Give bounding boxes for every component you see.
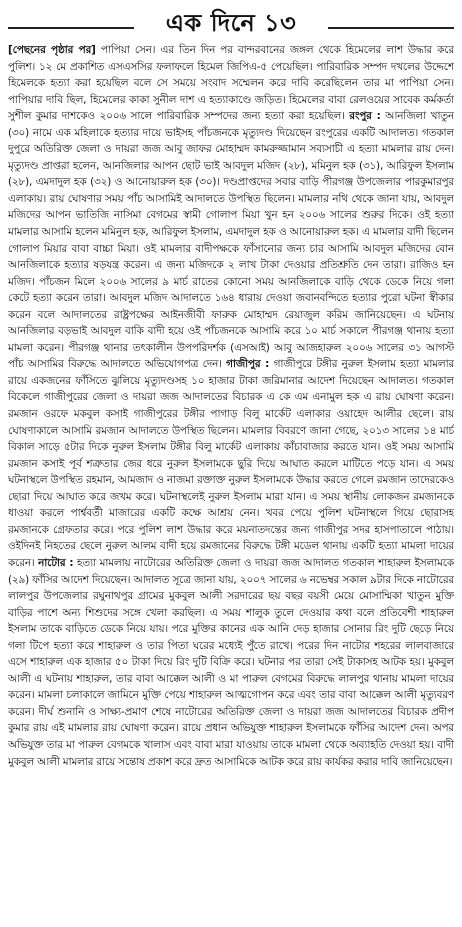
paragraph-intro: পাপিয়া সেন। এর তিন দিন পর বান্দরবানের জঙ্গল থেকে হিমেলের লাশ উদ্ধার করে পুলিশ। ১২ মে প্রকাশিত এসএসসির ফলাফলে হিমেল জিপিএ-৫ পেয়েছিল। পারিবারিক সম্পদ দখলের উদ্দেশে হিমেলকে হত্যা করা হয়েছিল বলে সে সময়ে সংবাদ সম্মেলন করে দাবি করেছিলেন তার মা পাপিয়া সেন। পাপিয়ার দাবি ছিল, হিমেলের কাকা সুনীল দাশ এ হত্যাকাণ্ডে জড়িত। হিমেলের বাবা রেলওয়ের সাবেক কর্মকর্তা সুশীল কুমার দাশকেও ২০০৬ সালে পারিবারিক সম্পদের জন্য হত্যা করা হয়েছিল। — [8, 44, 454, 123]
paragraph-rangpur: আনজিলা খাতুন (৩০) নামে এক মহিলাকে হত্যার দায়ে ভাইসহ পাঁচজনকে মৃত্যুদণ্ড দিয়েছেন রংপুরের একটি আদালত। গতকাল দুপুরে অতিরিক্ত জেলা ও দায়রা জজ আবু জাফর মোহাম্মদ কামরুজ্জামান সব্যসাচী এ হত্যা মামলার রায় দেন। মৃত্যুদণ্ড প্রাপ্তরা হলেন, আনজিলার আপন ছোট ভাই আবদুল মজিদ (২৮), মমিনুল হক (৩১), আরিফুল ইসলাম (২৮), এমদাদুল হক (৩২) ও আনোয়ারুল হক (৩০)। দণ্ডপ্রাপ্তদের সবার বাড়ি পীরগঞ্জ উপজেলার পারকুমারপুর এলাকায়। রায় ঘোষণার সময় পাঁচ আসামিই আদালতে উপস্থিত ছিলেন। মামলার নথি থেকে জানা যায়, আবদুল মজিদের আপন ভাতিজি নাসিমা বেগমের স্বামী গোলাপ মিয়া খুন হন ২০০৬ সালের শুরুর দিকে। ওই হত্যা মামলার আসামি হলেন মমিনুল হক, আরিফুল ইসলাম, এমদাদুল হক ও আনোয়ারুল হক। এ মামলার বাদী ছিলেন গোলাপ মিয়ার বাবা বাচ্চা মিয়া। ওই মামলার বাদীপক্ষকে ফাঁসানোর জন্য চার আসামি আবদুল মজিদের বোন আনজিলাকে হত্যার ষড়যন্ত্র করেন। এ জন্য মজিদকে ২ লাখ টাকা দেওয়ার প্রতিশ্রুতি দেন তারা। রাজিও হন মজিদ। পাঁচজন মিলে ২০০৬ সালের ৯ মার্চ রাতের কোনো সময় আনজিলাকে বাড়ি থেকে ডেকে নিয়ে গলা কেটে হত্যা করেন তারা। আবদুল মজিদ আদালতে ১৬৪ ধারায় দেওয়া জবানবন্দিতে হত্যার পুরো ঘটনা স্বীকার করেন বলে আদালতের রাষ্ট্রপক্ষের আইনজীবী ফারুক মোহাম্মদ রেয়াজুল করিম জানিয়েছেন। এ ঘটনায় আনজিলার বড়ভাই আবদুল বাকি বাদী হয়ে ওই পাঁচজনকে আসামি করে ১০ মার্চ সকালে পীরগঞ্জ থানায় হত্যা মামলা করেন। পীরগঞ্জ থানার তৎকালীন উপপরিদর্শক (এসআই) আবু আজহারুল ২০০৬ সালের ৩১ আগস্ট পাঁচ আসামির বিরুদ্ধে আদালতে অভিযোগপত্র দেন। — [8, 110, 454, 371]
article-body — [8, 42, 454, 922]
dateline-gazipur: গাজীপুর : — [226, 358, 270, 371]
headline-block — [8, 4, 454, 42]
paragraph-gazipur: গাজীপুরে টঙ্গীর নুরুল ইসলাম হত্যা মামলার রায়ে একজনের ফাঁসিতে ঝুলিয়ে মৃত্যুদণ্ডসহ ১০ হাজার টাকা জরিমানার আদেশ দিয়েছেন আদালত। গতকাল বিকেলে গাজীপুরের জেলা ও দায়রা জজ আদালতের বিচারক এ কে এম এনামুল হক এ রায় ঘোষণা করেন। রমজান ওরফে মকবুল কসাই গাজীপুরের টঙ্গীর পাগাড় বিলু মার্কেট এলাকার ওয়াহেদ আলীর ছেলে। রায় ঘোষণাকালে আসামি রমজান আদালতে উপস্থিত ছিলেন। মামলার বিবরণে জানা গেছে, ২০১৩ সালের ১৪ মার্চ বিকাল সাড়ে ৫টার দিকে নুরুল ইসলাম টঙ্গীর বিলু মার্কেট এলাকায় কাঁচাবাজার করতে যান। ওই সময় আসামি রমজান কসাই পূর্ব শত্রুতার জের ধরে নুরুল ইসলামকে ছুরি দিয়ে আঘাত করলে মাটিতে পড়ে যান। এ সময় ঘটনাস্থলে উপস্থিত রহমান, আমজাদ ও নাজমা রক্তাক্ত নুরুল ইসলামকে উদ্ধার করতে গেলে রমজান তাদেরকেও ছোরা দিয়ে আঘাত করে জখম করে। ঘটনাস্থলেই নুরুল ইসলাম মারা যান। এ সময় স্থানীয় লোকজন রমজানকে ধাওয়া করলে পার্শ্ববর্তী মাজারের একটি কক্ষে আশ্রয় নেন। খবর পেয়ে পুলিশ ঘটনাস্থলে গিয়ে ছোরাসহ রমজানকে গ্রেফতার করে। পরে পুলিশ লাশ উদ্ধার করে ময়নাতদন্তের জন্য গাজীপুর সদর হাসপাতালে পাঠায়। ওইদিনই নিহতের ছেলে নুরুল আলম বাদী হয়ে রমজানের বিরুদ্ধে টঙ্গী মডেল থানায় একটি হত্যা মামলা দায়ের করেন। — [8, 358, 454, 569]
headline-rule-left — [8, 27, 134, 29]
headline-rule-right — [328, 27, 454, 29]
continued-tag: [পেছনের পৃষ্ঠার পর] — [8, 44, 96, 56]
paragraph-natore: হত্যা মামলায় নাটোরের অতিরিক্ত জেলা ও দায়রা জজ আদালত গতকাল শাহারুল ইসলামকে (২৯) ফাঁসির আদেশ দিয়েছেন। আদালত সূত্রে জানা যায়, ২০০৭ সালের ৬ নভেম্বর সকাল ৯টার দিকে নাটোরের লালপুর উপজেলার রঘুনাথপুর গ্রামের মুকবুল আলী সরদারের ছয় বছর বয়সী মেয়ে মোসাম্মিকা খাতুন মুক্তি বাড়ির পাশে অন্য শিশুদের সঙ্গে খেলা করছিল। এ সময় শালুক তুলে দেওয়ার কথা বলে প্রতিবেশী শাহারুল ইসলাম তাকে বাড়িতে ডেকে নিয়ে যায়। পরে মুক্তির কানের এক আনি দেড় হাজার সোনার রিং দুটি ছেড়ে নিয়ে গলা টিপে হত্যা করে শাহারুল ও তার পিতা ঘরের মধ্যেই পুঁতে রাখে। পরের দিন নাটোর শহরের লালবাজারে এসে শাহারুল এক হাজার ৫০ টাকা দিয়ে রিং দুটি বিক্রি করে। ঘটনার পর তারা সেই টাকাসহ আটক হয়। মুকবুল আলী এ ঘটনায় শাহারুল, তার বাবা আক্কেল আলী ও মা পারুল বেগমের বিরুদ্ধে লালপুর থানায় মামলা দায়ের করেন। মামলা চলাকালে জামিনে মুক্তি পেয়ে শাহারুল আত্মগোপন করে এবং তার বাবা আক্কেল আলী মৃত্যুবরণ করেন। দীর্ঘ শুনানি ও সাক্ষ্য-প্রমাণ শেষে নাটোরের অতিরিক্ত জেলা ও দায়রা জজ আদালতের বিচারক প্রদীপ কুমার রায় এই মামলার রায় ঘোষণা করেন। রায়ে প্রধান অভিযুক্ত শাহারুল ইসলামকে ফাঁসির আদেশ দেন। অপর অভিযুক্ত তার মা পারুল বেগমকে খালাস এবং বাবা মারা যাওয়ায় তাকে মামলা থেকে অব্যাহতি দেওয়া হয়। বাদী মুকবুল আলী মামলার রায়ে সন্তোষ প্রকাশ করে দ্রুত আসামিকে আটক করে রায় কার্যকর করার দাবি জানিয়েছেন। — [8, 556, 454, 768]
dateline-natore: নাটোর : — [38, 556, 74, 569]
article-text — [8, 42, 454, 770]
headline: এক দিনে ১৩ — [165, 9, 297, 37]
dateline-rangpur: রংপুর : — [349, 110, 381, 123]
